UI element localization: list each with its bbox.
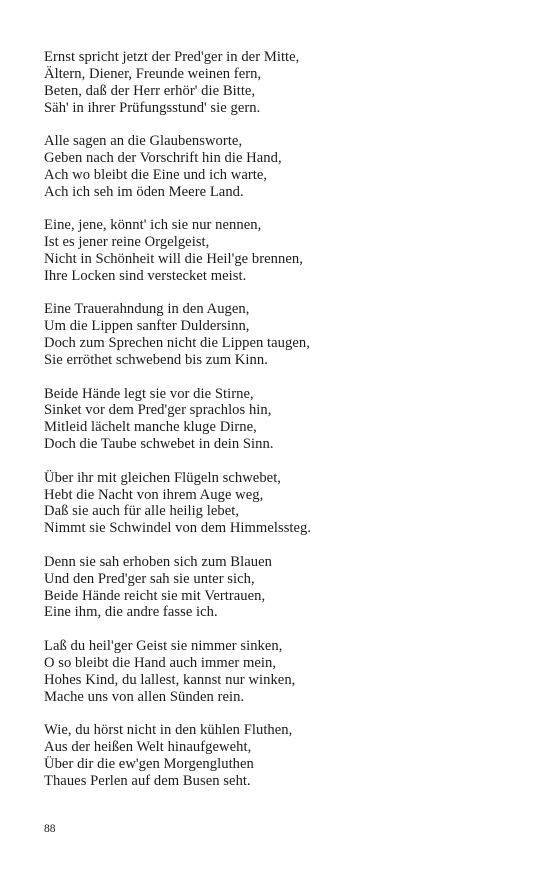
- stanza: [44, 49, 524, 117]
- verse-line: Eine, jene, könnt' ich sie nur nennen,: [44, 217, 262, 234]
- verse-line: Doch zum Sprechen nicht die Lippen taugen,: [44, 335, 310, 352]
- verse-line: Aus der heißen Welt hinaufgeweht,: [44, 738, 252, 755]
- verse-line: O so bleibt die Hand auch immer mein,: [44, 654, 277, 671]
- verse-line: Ältern, Diener, Freunde weinen fern,: [44, 65, 262, 82]
- stanza: [44, 217, 524, 285]
- verse-line: Nicht in Schönheit will die Heil'ge brennen,: [44, 251, 303, 268]
- stanza: [44, 470, 524, 538]
- verse-line: Beide Hände legt sie vor die Stirne,: [44, 385, 254, 402]
- verse-line: Geben nach der Vorschrift hin die Hand,: [44, 150, 282, 167]
- poem-body: [44, 49, 524, 806]
- stanza: [44, 386, 524, 454]
- verse-line: Säh' in ihrer Prüfungsstund' sie gern.: [44, 99, 261, 116]
- verse-line: Eine Trauerahndung in den Augen,: [44, 301, 250, 318]
- verse-line: Eine ihm, die andre fasse ich.: [44, 604, 218, 621]
- verse-line: Ach wo bleibt die Eine und ich warte,: [44, 166, 268, 183]
- verse-line: Ist es jener reine Orgelgeist,: [44, 234, 210, 251]
- verse-line: Thaues Perlen auf dem Busen seht.: [44, 772, 251, 789]
- verse-line: Daß sie auch für alle heilig lebet,: [44, 503, 240, 520]
- verse-line: Doch die Taube schwebet in dein Sinn.: [44, 436, 274, 453]
- verse-line: Beide Hände reicht sie mit Vertrauen,: [44, 587, 266, 604]
- verse-line: Denn sie sah erhoben sich zum Blauen: [44, 553, 272, 570]
- verse-line: Mache uns von allen Sünden rein.: [44, 688, 245, 705]
- page-number: 88: [44, 823, 56, 835]
- stanza: [44, 722, 524, 790]
- verse-line: Mitleid lächelt manche kluge Dirne,: [44, 419, 257, 436]
- verse-line: Ach ich seh im öden Meere Land.: [44, 183, 244, 200]
- verse-line: Und den Pred'ger sah sie unter sich,: [44, 570, 255, 587]
- verse-line: Über dir die ew'gen Morgengluthen: [44, 755, 254, 772]
- verse-line: Wie, du hörst nicht in den kühlen Fluthen,: [44, 722, 293, 738]
- verse-line: Ihre Locken sind verstecket meist.: [44, 267, 247, 284]
- verse-line: Nimmt sie Schwindel von dem Himmelssteg.: [44, 520, 312, 537]
- verse-line: Um die Lippen sanfter Duldersinn,: [44, 318, 250, 335]
- verse-line: Ernst spricht jetzt der Pred'ger in der Mitte,: [44, 49, 300, 65]
- verse-line: Sie erröthet schwebend bis zum Kinn.: [44, 352, 268, 369]
- verse-line: Über ihr mit gleichen Flügeln schwebet,: [44, 469, 282, 486]
- verse-line: Alle sagen an die Glaubensworte,: [44, 133, 243, 150]
- stanza: [44, 554, 524, 622]
- verse-line: Laß du heil'ger Geist sie nimmer sinken,: [44, 637, 283, 654]
- stanza: [44, 638, 524, 706]
- verse-line: Hohes Kind, du lallest, kannst nur winken,: [44, 671, 296, 688]
- stanza: [44, 133, 524, 201]
- stanza: [44, 301, 524, 369]
- verse-line: Hebt die Nacht von ihrem Auge weg,: [44, 486, 264, 503]
- verse-line: Sinket vor dem Pred'ger sprachlos hin,: [44, 402, 272, 419]
- verse-line: Beten, daß der Herr erhör' die Bitte,: [44, 82, 256, 99]
